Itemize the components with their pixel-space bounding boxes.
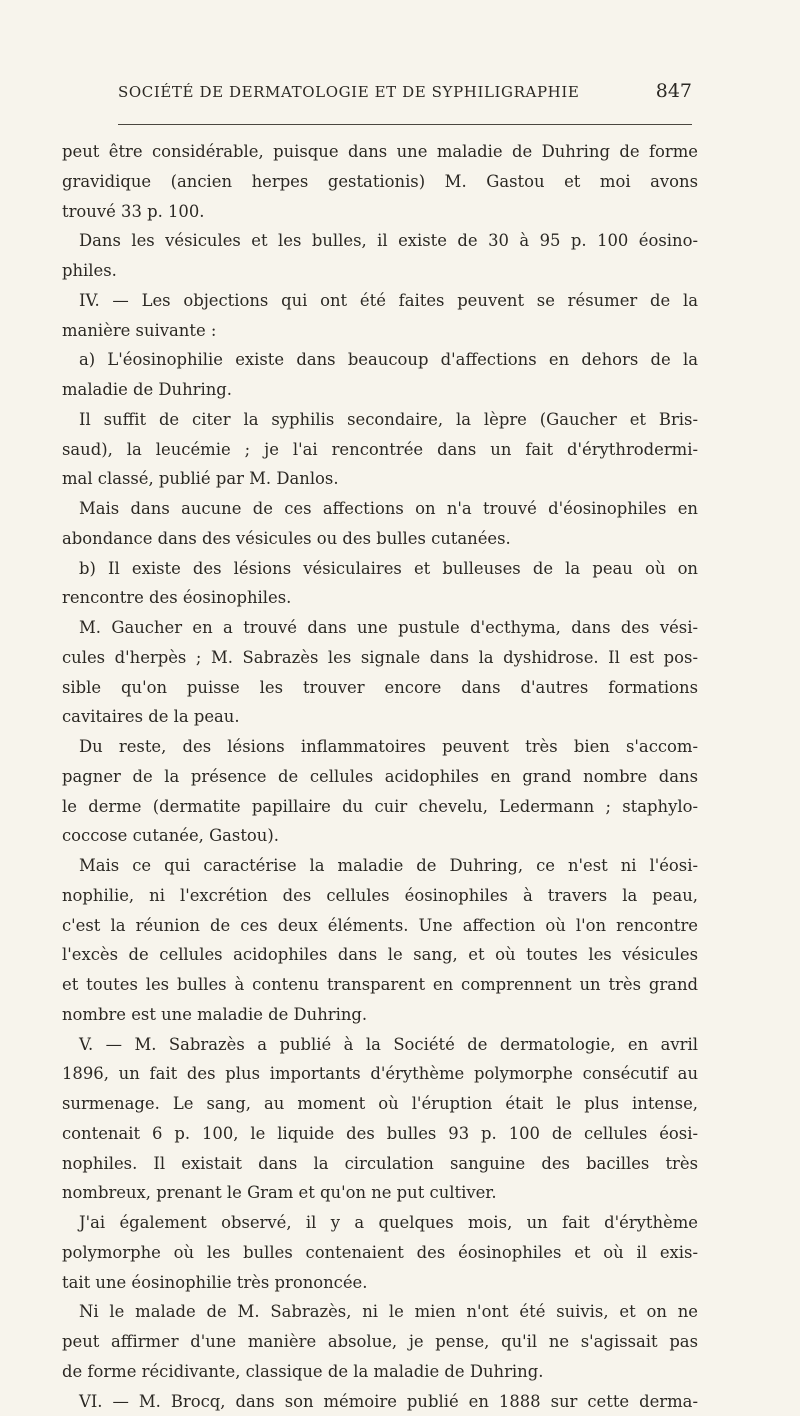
text-line: V. — M. Sabrazès a publié à la Société de dermatologie, en avril: [62, 1030, 698, 1060]
running-header-title: SOCIÉTÉ DE DERMATOLOGIE ET DE SYPHILIGRAPHIE: [118, 83, 579, 101]
text-line: saud), la leucémie ; je l'ai rencontrée dans un fait d'érythrodermi-: [62, 435, 698, 465]
text-line: cules d'herpès ; M. Sabrazès les signale dans la dyshidrose. Il est pos-: [62, 643, 698, 673]
text-line: manière suivante :: [62, 316, 698, 346]
text-line: contenait 6 p. 100, le liquide des bulles 93 p. 100 de cellules éosi-: [62, 1119, 698, 1149]
text-line: Mais ce qui caractérise la maladie de Duhring, ce n'est ni l'éosi-: [62, 851, 698, 881]
text-line: abondance dans des vésicules ou des bulles cutanées.: [62, 524, 698, 554]
page-number: 847: [656, 80, 692, 102]
text-line: de forme récidivante, classique de la maladie de Duhring.: [62, 1357, 698, 1387]
text-line: sible qu'on puisse les trouver encore dans d'autres formations: [62, 673, 698, 703]
text-line: Dans les vésicules et les bulles, il existe de 30 à 95 p. 100 éosino-: [62, 226, 698, 256]
text-line: Ni le malade de M. Sabrazès, ni le mien n'ont été suivis, et on ne: [62, 1297, 698, 1327]
text-line: 1896, un fait des plus importants d'érythème polymorphe consécutif au: [62, 1059, 698, 1089]
text-line: Il suffit de citer la syphilis secondaire, la lèpre (Gaucher et Bris-: [62, 405, 698, 435]
text-line: tait une éosinophilie très prononcée.: [62, 1268, 698, 1298]
text-line: coccose cutanée, Gastou).: [62, 821, 698, 851]
text-line: polymorphe où les bulles contenaient des éosinophiles et où il exis-: [62, 1238, 698, 1268]
text-line: M. Gaucher en a trouvé dans une pustule d'ecthyma, dans des vési-: [62, 613, 698, 643]
text-line: trouvé 33 p. 100.: [62, 197, 698, 227]
text-line: gravidique (ancien herpes gestationis) M. Gastou et moi avons: [62, 167, 698, 197]
text-line: maladie de Duhring.: [62, 375, 698, 405]
text-line: l'excès de cellules acidophiles dans le sang, et où toutes les vésicules: [62, 940, 698, 970]
text-line: pagner de la présence de cellules acidophiles en grand nombre dans: [62, 762, 698, 792]
text-line: nophiles. Il existait dans la circulation sanguine des bacilles très: [62, 1149, 698, 1179]
header-rule: [118, 124, 692, 125]
text-line: IV. — Les objections qui ont été faites peuvent se résumer de la: [62, 286, 698, 316]
text-line: peut affirmer d'une manière absolue, je pense, qu'il ne s'agissait pas: [62, 1327, 698, 1357]
text-line: Mais dans aucune de ces affections on n'a trouvé d'éosinophiles en: [62, 494, 698, 524]
text-line: a) L'éosinophilie existe dans beaucoup d'affections en dehors de la: [62, 345, 698, 375]
text-line: surmenage. Le sang, au moment où l'éruption était le plus intense,: [62, 1089, 698, 1119]
text-line: VI. — M. Brocq, dans son mémoire publié en 1888 sur cette derma-: [62, 1387, 698, 1416]
text-line: philes.: [62, 256, 698, 286]
text-line: et toutes les bulles à contenu transparent en comprennent un très grand: [62, 970, 698, 1000]
text-line: c'est la réunion de ces deux éléments. Une affection où l'on rencontre: [62, 911, 698, 941]
text-line: nombreux, prenant le Gram et qu'on ne put cultiver.: [62, 1178, 698, 1208]
text-line: le derme (dermatite papillaire du cuir chevelu, Ledermann ; staphylo-: [62, 792, 698, 822]
text-line: rencontre des éosinophiles.: [62, 583, 698, 613]
text-line: mal classé, publié par M. Danlos.: [62, 464, 698, 494]
text-line: nophilie, ni l'excrétion des cellules éosinophiles à travers la peau,: [62, 881, 698, 911]
running-header: [118, 80, 692, 106]
text-line: cavitaires de la peau.: [62, 702, 698, 732]
body-text: [62, 137, 698, 1416]
text-line: nombre est une maladie de Duhring.: [62, 1000, 698, 1030]
text-line: J'ai également observé, il y a quelques mois, un fait d'érythème: [62, 1208, 698, 1238]
text-line: Du reste, des lésions inflammatoires peuvent très bien s'accom-: [62, 732, 698, 762]
text-line: peut être considérable, puisque dans une maladie de Duhring de forme: [62, 137, 698, 167]
text-line: b) Il existe des lésions vésiculaires et bulleuses de la peau où on: [62, 554, 698, 584]
